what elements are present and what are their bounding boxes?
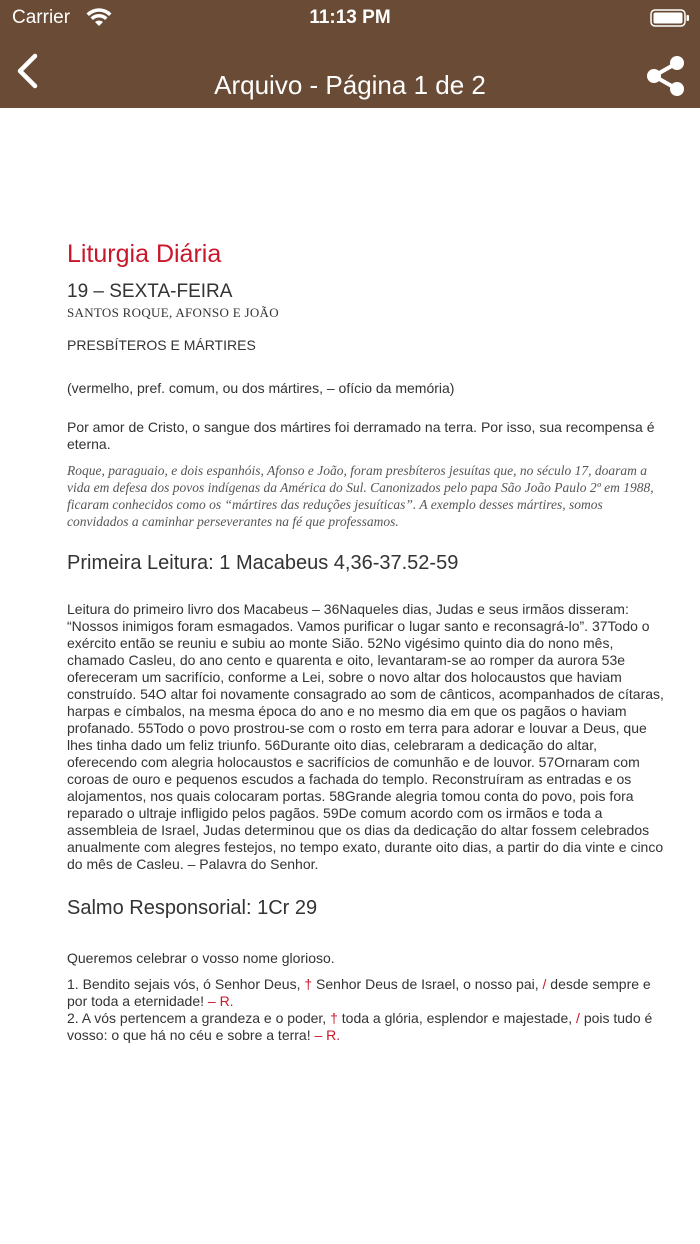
carrier-label: Carrier	[12, 7, 71, 28]
day-heading: 19 – SEXTA-FEIRA	[67, 281, 233, 302]
psalm-response: Queremos celebrar o vosso nome glorioso.	[67, 950, 335, 966]
saints-subtitle: PRESBÍTEROS E MÁRTIRES	[67, 337, 256, 353]
page-title: Arquivo - Página 1 de 2	[214, 70, 486, 100]
verse-text: toda a glória, esplendor e majestade,	[341, 1010, 573, 1026]
navigation-header	[0, 0, 700, 108]
slash-mark: /	[542, 976, 547, 992]
psalm-verse-2	[67, 1010, 667, 1044]
verse-text: pois tudo é vosso: o que há no céu e sobre a terra!	[67, 1010, 653, 1043]
status-bar	[0, 0, 700, 36]
first-reading-title: Primeira Leitura: 1 Macabeus 4,36-37.52-59	[67, 552, 459, 574]
share-button[interactable]	[644, 54, 688, 98]
psalm-verse-1	[67, 976, 667, 1010]
document-content	[67, 240, 667, 1044]
clock: 11:13 PM	[309, 7, 391, 28]
entrance-antiphon: Por amor de Cristo, o sangue dos mártires foi derramado na terra. Por isso, sua recompensa é eterna.	[67, 419, 655, 452]
verse-text: desde sempre e por toda a eternidade!	[67, 976, 651, 1009]
response-mark: – R.	[314, 1027, 341, 1043]
saints-introduction: Roque, paraguaio, e dois espanhóis, Afonso e João, foram presbíteros jesuítas que, no século 17, doaram a vida em defesa dos povos indígenas da América do Sul. Canonizados pelo papa São João Paulo 2º em 1988, ficaram conhecidos como os “mártires das reduções jesuíticas”. A exemplo desses mártires, somos convidados a caminhar perseverantes na fé que professamos.	[67, 463, 654, 529]
liturgy-title: Liturgia Diária	[67, 240, 222, 268]
verse-text: 1. Bendito sejais vós, ó Senhor Deus,	[67, 976, 301, 992]
verse-text: 2. A vós pertencem a grandeza e o poder,	[67, 1010, 327, 1026]
cross-mark: †	[330, 1010, 338, 1026]
first-reading-text: Leitura do primeiro livro dos Macabeus – 36Naqueles dias, Judas e seus irmãos disseram: “Nossos inimigos foram esmagados. Vamos purificar o lugar santo e reconsagrá-lo”. 37Todo o exército então se reuniu e subiu ao monte Sião. 52No vigésimo quinto dia do nono mês, chamado Casleu, do ano cento e quarenta e oito, levantaram-se ao romper da aurora 53e ofereceram um sacrifício, conforme a Lei, sobre o novo altar dos holocaustos que haviam construído. 54O altar foi novamente consagrado ao som de cânticos, acompanhados de cítaras, harpas e címbalos, na mesma época do ano e no mesmo dia em que os pagãos o haviam profanado. 55Todo o povo prostrou-se com o rosto em terra para adorar e louvar a Deus, que lhes tinha dado um feliz triunfo. 56Durante oito dias, celebraram a dedicação do altar, oferecendo com alegria holocaustos e sacrifícios de comunhão e de louvor. 57Ornaram com coroas de ouro e pequenos escudos a fachada do templo. Reconstruíram as entradas e os alojamentos, nos quais colocaram portas. 58Grande alegria tomou conta do povo, pois fora reparado o ultraje infligido pelos pagãos. 59De comum acordo com os irmãos e toda a assembleia de Israel, Judas determinou que os dias da dedicação do altar fossem celebrados anualmente com alegres festejos, no tempo exato, durante oito dias, a partir do dia vinte e cinco do mês de Casleu. – Palavra do Senhor.	[67, 601, 664, 872]
psalm-title: Salmo Responsorial: 1Cr 29	[67, 897, 318, 919]
battery-icon	[650, 9, 690, 27]
cross-mark: †	[304, 976, 313, 992]
response-mark: – R.	[207, 993, 234, 1009]
liturgy-note: (vermelho, pref. comum, ou dos mártires, – ofício da memória)	[67, 380, 455, 396]
verse-text: Senhor Deus de Israel, o nosso pai,	[316, 976, 539, 992]
slash-mark: /	[576, 1010, 580, 1026]
saints-heading: SANTOS ROQUE, AFONSO E JOÃO	[67, 305, 279, 320]
